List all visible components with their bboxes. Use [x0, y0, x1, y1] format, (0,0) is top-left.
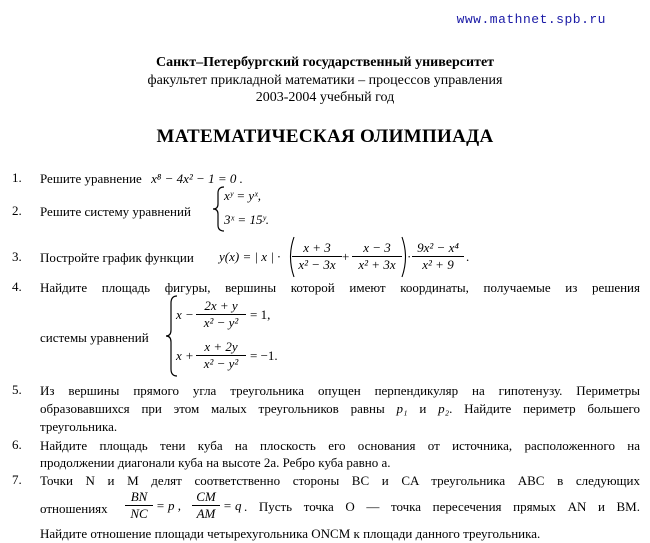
problem-5-p1: p₁ [396, 401, 408, 416]
problem-2-text: Решите систему уравнений [40, 204, 191, 219]
problem-3-fraction-3 [412, 240, 464, 273]
problem-7-text-4: Найдите отношение площади четырехугольника ONCM к площади данного треугольника. [40, 526, 541, 541]
problem-3-text: Постройте график функции [40, 250, 194, 265]
problem-3-f3-num: 9x² − x⁴ [417, 240, 459, 255]
problem-5-text-3: . Найдите периметр большего [449, 401, 641, 416]
problem-2-equation-2: 3ˣ = 15ʸ. [224, 212, 270, 227]
problem-4-eq2-fraction [196, 339, 246, 372]
problem-4-text-2: системы уравнений [40, 330, 149, 345]
problem-6-number: 6. [12, 437, 22, 452]
problem-2-equation-1: xʸ = yˣ, [224, 188, 262, 203]
problem-5-p2: p₂ [438, 401, 450, 416]
problem-4-text: Найдите площадь фигуры, вершины которой имеют координаты, получаемые из решения [40, 280, 640, 295]
problem-7-text-3: . Пусть точка O — точка пересечения прямых AN и BM. [244, 499, 640, 514]
problem-4-eq1-num: 2x + y [204, 298, 238, 313]
problem-6-text-2: продолжении диагонали куба на высоте 2a. Ребро куба равно a. [40, 455, 391, 470]
problem-3-end: . [466, 249, 470, 264]
problem-7-f1-num: BN [130, 489, 148, 504]
university-name: Санкт–Петербургский государственный университет [155, 55, 495, 70]
problem-4-number: 4. [12, 279, 22, 294]
problem-1-text: Решите уравнение [40, 171, 142, 186]
academic-year: 2003-2004 учебный год [255, 90, 395, 105]
problem-4-eq2-lhs: x + [176, 348, 194, 363]
problem-4-eq1-lhs: x − [176, 307, 194, 322]
problem-1 [40, 170, 640, 187]
problem-1-equation: x⁸ − 4x² − 1 = 0 . [151, 171, 243, 186]
problem-2-number: 2. [12, 203, 22, 218]
problem-3-dot: · [407, 249, 412, 264]
problem-7-fraction-1 [125, 489, 153, 522]
problem-5-text-2: образовавшихся при этом малых треугольников равны [40, 401, 385, 416]
problem-7-eq2: = q [223, 498, 242, 513]
problem-3-lhs: y(x) = | x | · [219, 249, 281, 264]
problem-7-f1-den: NC [125, 505, 153, 522]
problem-3-f1-den: x² − 3x [292, 256, 342, 273]
problem-5-number: 5. [12, 382, 22, 397]
problem-3-fraction-2 [352, 240, 402, 273]
problem-3-f1-num: x + 3 [303, 240, 331, 255]
problem-4-eq1-rhs: = 1, [250, 307, 271, 322]
problem-3-fraction-1 [292, 240, 342, 273]
problem-5-line-2 [40, 400, 640, 417]
problem-6-text: Найдите площадь тени куба на плоскость его основания от источника, расположенного на [40, 438, 640, 453]
problem-4-eq1-fraction [196, 298, 246, 331]
problem-7-number: 7. [12, 472, 22, 487]
problem-5-text-4: треугольника. [40, 419, 118, 434]
problem-4-eq2-num: x + 2y [204, 339, 238, 354]
problem-3-plus: + [342, 249, 350, 264]
problem-1-number: 1. [12, 170, 22, 185]
site-url[interactable]: www.mathnet.spb.ru [456, 12, 606, 27]
problem-7-text-2: отношениях [40, 501, 108, 516]
problem-5-text: Из вершины прямого угла треугольника опущен перпендикуляр на гипотенузу. Периметры [40, 383, 640, 398]
problem-3-f2-den: x² + 3x [352, 256, 402, 273]
problem-3-f3-den: x² + 9 [412, 256, 464, 273]
problem-7-eq1: = p , [156, 498, 182, 513]
problem-7-text: Точки N и M делят соответственно стороны BC и CA треугольника ABC в следующих [40, 473, 640, 488]
problem-3-f2-num: x − 3 [363, 240, 391, 255]
problem-3-number: 3. [12, 249, 22, 264]
problem-7-fraction-2 [192, 489, 220, 522]
problem-4-eq2-den: x² − y² [196, 355, 246, 372]
problem-7-f2-num: CM [196, 489, 216, 504]
problem-5-and: и [419, 401, 427, 416]
problem-7-f2-den: AM [192, 505, 220, 522]
problem-4-eq1-den: x² − y² [196, 314, 246, 331]
faculty-name: факультет прикладной математики – процессов управления [147, 73, 503, 88]
page-title: МАТЕМАТИЧЕСКАЯ ОЛИМПИАДА [156, 126, 494, 147]
problem-4-eq2-rhs: = −1. [250, 348, 278, 363]
